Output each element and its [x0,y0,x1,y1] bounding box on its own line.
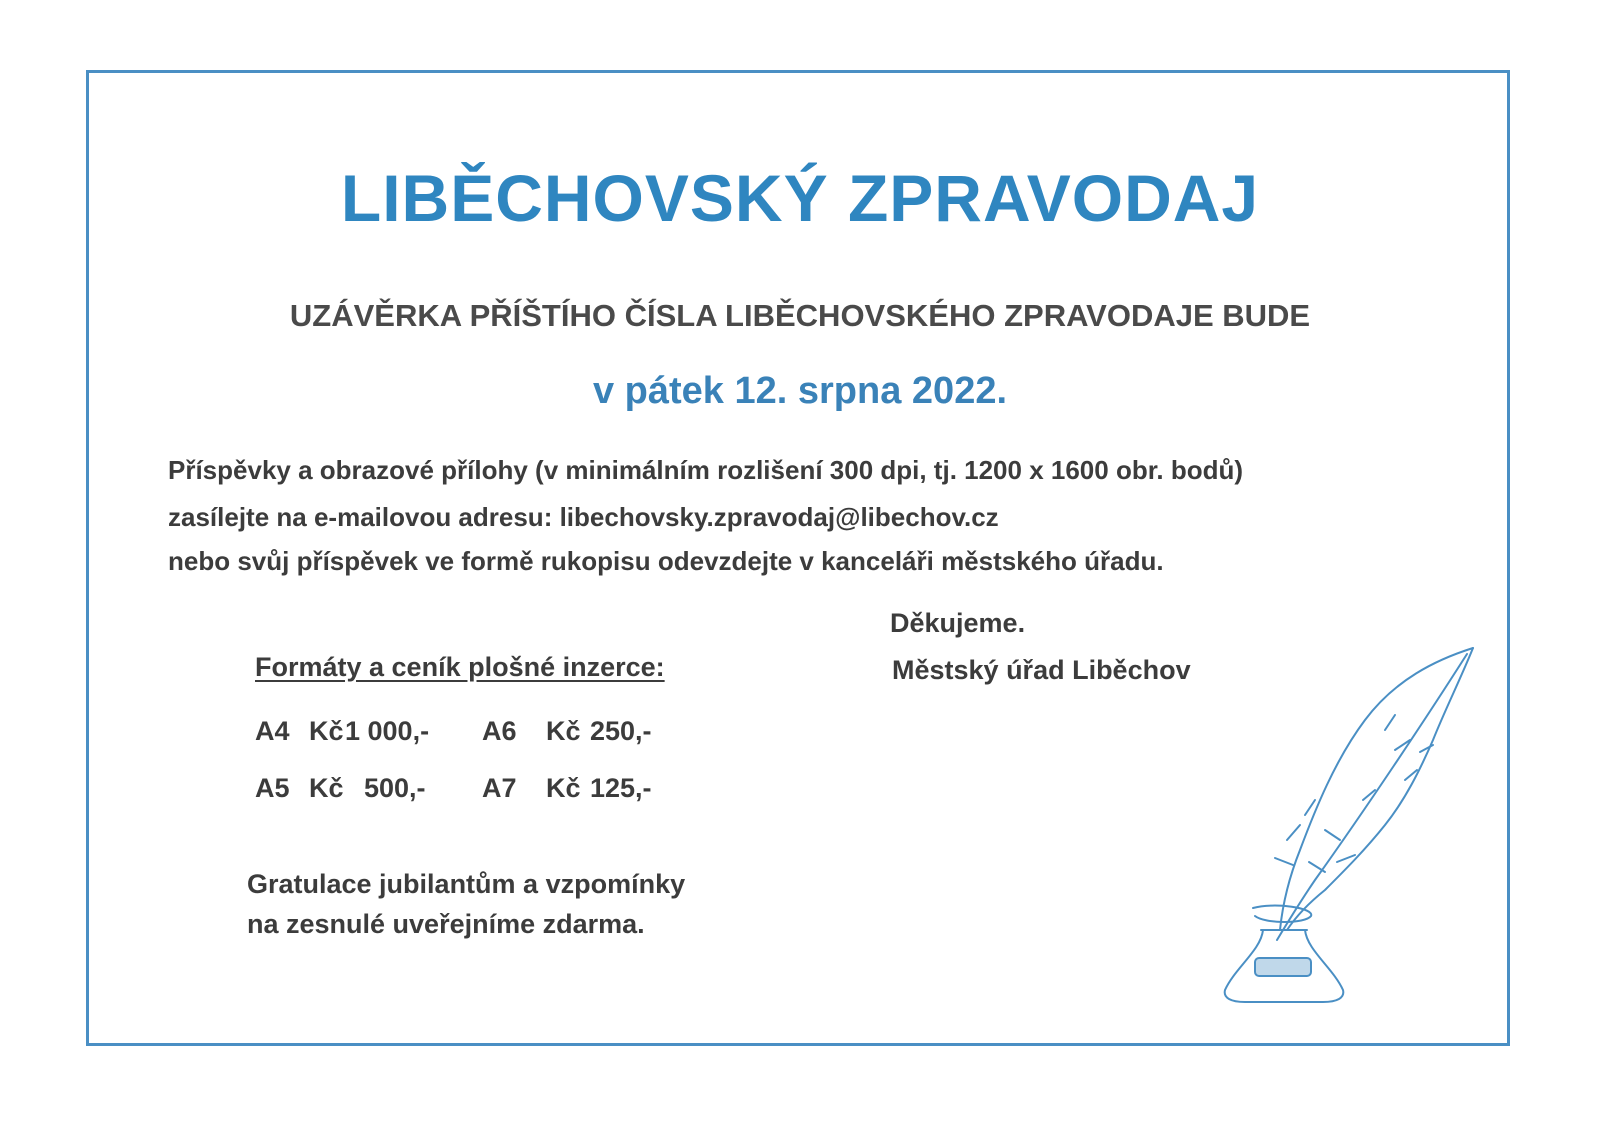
thanks-text: Děkujeme. [890,608,1026,638]
price-amount: 500,- [364,773,426,803]
price-currency: Kč [309,716,344,746]
price-currency: Kč [546,716,581,746]
price-format: A6 [482,716,517,746]
price-format: A7 [482,773,517,803]
quill-inkwell-icon [1205,640,1485,1010]
submission-info-line-1: Příspěvky a obrazové přílohy (v minimálním rozlišení 300 dpi, tj. 1200 x 1600 obr. bodů) [168,455,1244,485]
price-amount: 1 000,- [345,716,430,746]
submission-info-line-2: zasílejte na e-mailovou adresu: libechovsky.zpravodaj@libechov.cz [168,502,999,532]
price-amount: 250,- [590,716,652,746]
greetings-line-2: na zesnulé uveřejníme zdarma. [247,909,645,939]
price-format: A5 [255,773,290,803]
pricing-heading: Formáty a ceník plošné inzerce: [255,652,665,682]
greetings-line-1: Gratulace jubilantům a vzpomínky [247,869,686,899]
deadline-date: v pátek 12. srpna 2022. [592,370,1008,412]
page-title: LIBĚCHOVSKÝ ZPRAVODAJ [340,161,1260,235]
submission-info-line-3: nebo svůj příspěvek ve formě rukopisu odevzdejte v kanceláři městského úřadu. [168,546,1164,576]
price-amount: 125,- [590,773,652,803]
deadline-heading: UZÁVĚRKA PŘÍŠTÍHO ČÍSLA LIBĚCHOVSKÉHO ZPRAVODAJE BUDE [289,298,1311,333]
price-currency: Kč [309,773,344,803]
price-format: A4 [255,716,290,746]
price-currency: Kč [546,773,581,803]
office-signature: Městský úřad Liběchov [892,655,1191,685]
